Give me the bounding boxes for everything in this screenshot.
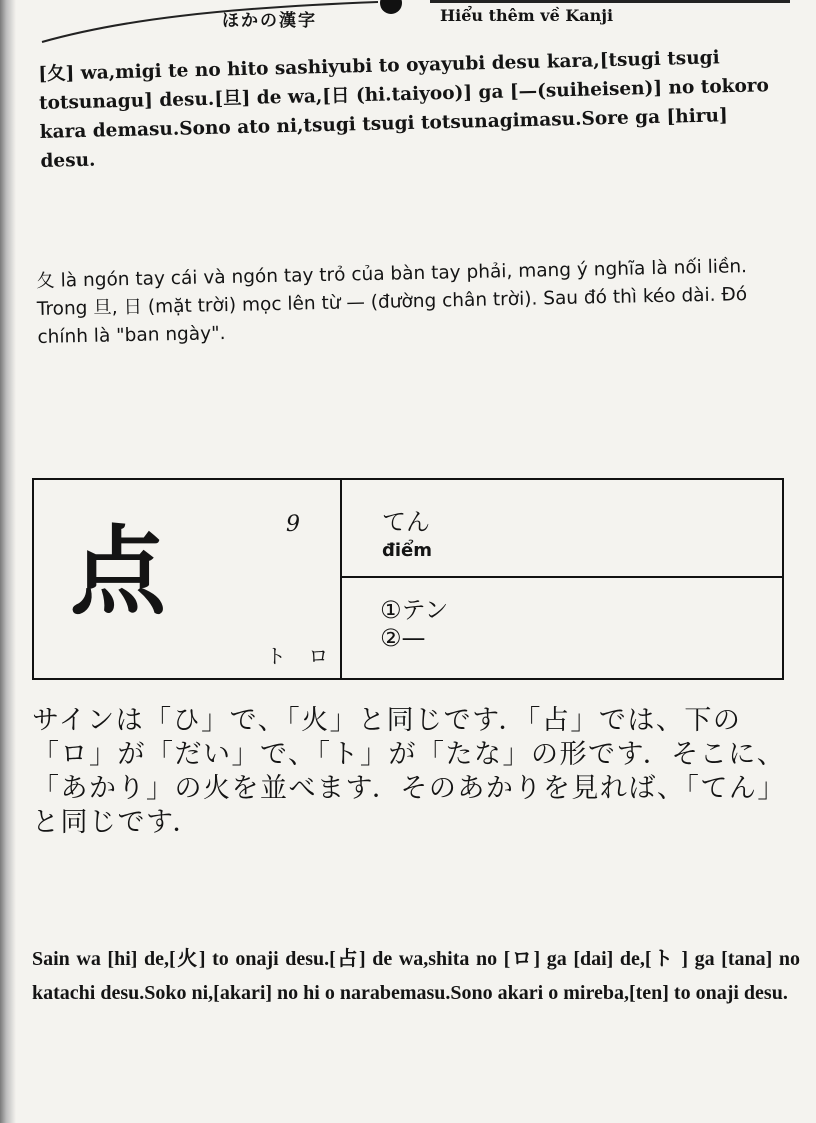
header-dot bbox=[380, 0, 402, 14]
vietnamese-paragraph: 夂 là ngón tay cái và ngón tay trỏ của bàn tay phải, mang ý nghĩa là nối liền. Trong 旦, 日 (mặt trời) mọc lên từ — (đường chân trời). Sau đó thì kéo dài. Đó chính là "ban ngày". bbox=[36, 256, 748, 348]
stroke-count: 9 bbox=[286, 512, 300, 537]
header-curve-line bbox=[40, 0, 380, 44]
header-jp-title: ほかの漢字 bbox=[222, 11, 317, 31]
header-vi-title: Hiểu thêm về Kanji bbox=[440, 6, 614, 25]
vietnamese-meaning: điểm bbox=[382, 540, 433, 561]
reading-1: ①テン bbox=[380, 596, 449, 624]
kanji-card bbox=[32, 478, 784, 680]
header-rule bbox=[430, 0, 790, 3]
romaji-paragraph-1: [夂] wa,migi te no hito sashiyubi to oyayubi desu kara,[tsugi tsugi totsunagu] desu.[旦] de wa,[日 (hi.taiyoo)] ga [—(suiheisen)] no tokoro kara demasu.Sono ato ni,tsugi tsugi totsunagimasu.Sore ga [hiru] desu. bbox=[38, 47, 770, 172]
page-edge-shadow bbox=[0, 0, 16, 1123]
kanji-components: ト ロ bbox=[266, 644, 337, 668]
readings-cell bbox=[340, 576, 782, 678]
romaji-paragraph-2: Sain wa [hi] de,[火] to onaji desu.[占] de wa,shita no [ロ] ga [dai] de,[ト ] ga [tana] no katachi desu.Soko ni,[akari] no hi o narabemasu.Sono akari o mireba,[ten] to onaji desu. bbox=[32, 948, 800, 1004]
page-header bbox=[0, 0, 816, 50]
reading-meaning-cell bbox=[340, 480, 782, 578]
japanese-paragraph: サインは「ひ」で、「火」と同じです．「占」では、下の「ロ」が「だい」で、「ト」が「たな」の形です．そこに、「あかり」の火を並べます．そのあかりを見れば、「てん」と同じです． bbox=[32, 705, 786, 838]
kana-reading: てん bbox=[382, 508, 430, 536]
reading-2: ②— bbox=[380, 624, 426, 652]
kanji-cell bbox=[34, 480, 342, 678]
kanji-character: 点 bbox=[70, 516, 166, 628]
